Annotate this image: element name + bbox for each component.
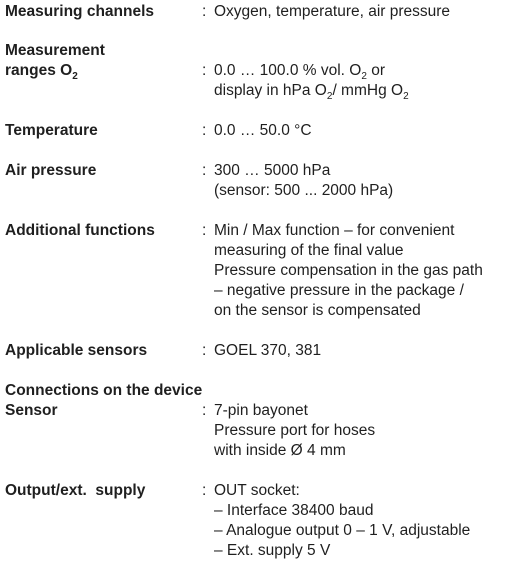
spec-value: GOEL 370, 381	[214, 342, 322, 359]
subscript: 2	[326, 91, 333, 102]
spec-value-line: – Interface 38400 baud	[214, 502, 374, 519]
spec-value-line: measuring of the final value	[214, 242, 404, 259]
subscript: 2	[72, 71, 78, 82]
spec-value-line	[214, 81, 409, 101]
spec-value-text: display in hPa O	[214, 82, 327, 99]
spec-label: Additional functions	[5, 222, 155, 239]
spec-label: Air pressure	[5, 162, 97, 179]
spec-value-line: 300 … 5000 hPa	[214, 162, 331, 179]
spec-value-line: Pressure compensation in the gas path	[214, 262, 483, 279]
spec-value-line: – negative pressure in the package /	[214, 282, 464, 299]
spec-label-text: ranges O	[5, 62, 73, 79]
spec-value-line: – Analogue output 0 – 1 V, adjustable	[214, 522, 471, 539]
spec-value-text: 0.0 … 100.0 % vol. O	[214, 62, 362, 79]
spec-colon: :	[202, 402, 207, 419]
spec-value	[214, 221, 483, 321]
spec-label: Temperature	[5, 122, 98, 139]
spec-value	[214, 61, 409, 101]
spec-colon: :	[202, 222, 207, 239]
spec-colon: :	[202, 162, 207, 179]
spec-label: Output/ext. supply	[5, 482, 146, 499]
spec-value	[214, 401, 375, 461]
spec-colon: :	[202, 62, 207, 79]
spec-value: 0.0 … 50.0 °C	[214, 122, 312, 139]
spec-label: Sensor	[5, 402, 58, 419]
subscript: 2	[403, 91, 409, 102]
spec-label	[5, 41, 105, 81]
spec-value-line: – Ext. supply 5 V	[214, 542, 331, 559]
spec-label: Applicable sensors	[5, 342, 148, 359]
spec-value-text: / mmHg O	[332, 82, 404, 99]
spec-value	[214, 481, 470, 561]
spec-value: Oxygen, temperature, air pressure	[214, 3, 451, 20]
spec-label: Measuring channels	[5, 3, 155, 20]
spec-colon: :	[202, 122, 207, 139]
spec-colon: :	[202, 482, 207, 499]
spec-value-line: 7-pin bayonet	[214, 402, 308, 419]
spec-value-text: or	[366, 62, 385, 79]
spec-value-line: with inside Ø 4 mm	[214, 442, 346, 459]
spec-value	[214, 161, 393, 201]
spec-value-line: Pressure port for hoses	[214, 422, 376, 439]
section-heading-connections: Connections on the device	[5, 382, 203, 399]
spec-colon: :	[202, 342, 207, 359]
subscript: 2	[361, 71, 367, 82]
spec-label-line: Measurement	[5, 42, 105, 59]
spec-value-line: OUT socket:	[214, 482, 300, 499]
spec-label-line	[5, 61, 105, 81]
spec-value-line	[214, 61, 409, 81]
spec-colon: :	[202, 3, 207, 20]
spec-value-line: (sensor: 500 ... 2000 hPa)	[214, 182, 394, 199]
spec-value-line: Min / Max function – for convenient	[214, 222, 455, 239]
spec-value-line: on the sensor is compensated	[214, 302, 421, 319]
